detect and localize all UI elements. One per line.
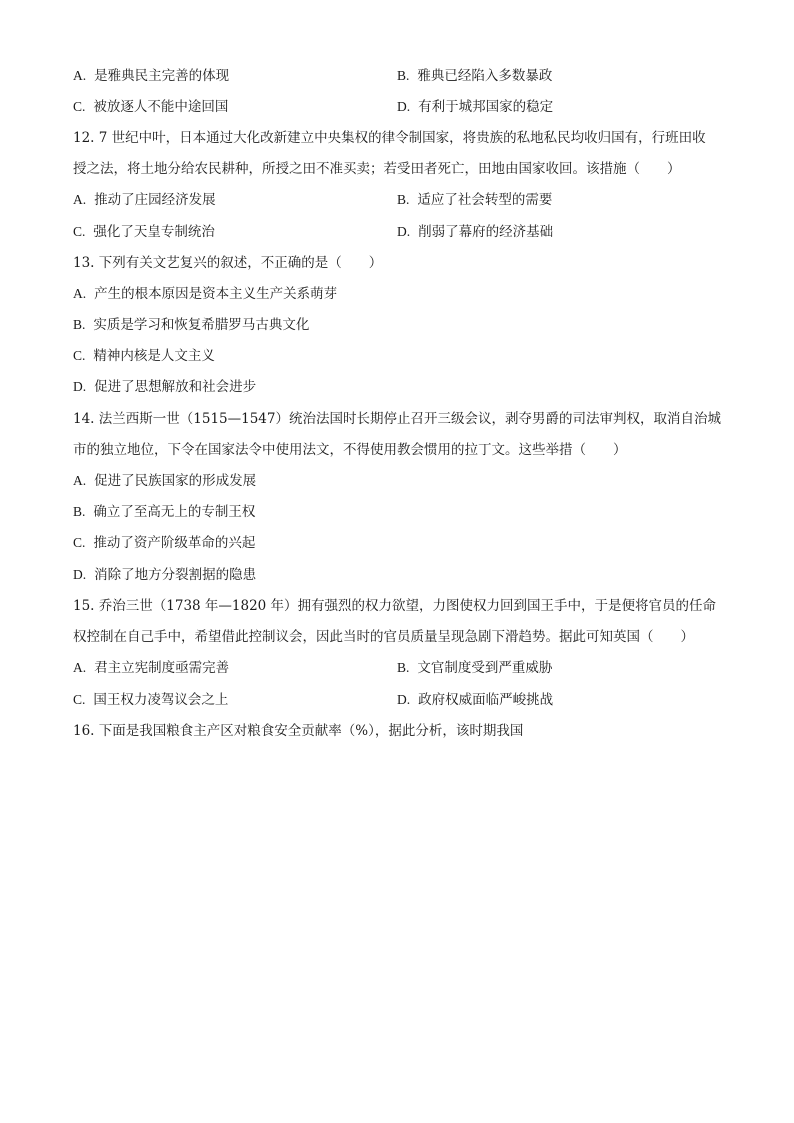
q14-option-c	[73, 533, 255, 553]
option-letter: B.	[397, 68, 410, 83]
option-text: 适应了社会转型的需要	[417, 192, 553, 208]
q11-option-b	[397, 66, 552, 86]
q12-option-a	[73, 190, 216, 210]
q12-option-b	[397, 190, 552, 210]
option-letter: B.	[73, 317, 86, 332]
q11-option-c	[73, 97, 228, 117]
option-text: 推动了庄园经济发展	[94, 192, 216, 208]
option-text: 促进了民族国家的形成发展	[94, 473, 257, 489]
option-text: 精神内核是人文主义	[93, 348, 215, 364]
q13-option-d	[73, 377, 256, 397]
option-letter: B.	[397, 192, 410, 207]
option-text: 文官制度受到严重威胁	[417, 660, 553, 676]
option-letter: B.	[73, 504, 86, 519]
q15-option-c	[73, 690, 228, 710]
option-letter: A.	[73, 192, 87, 207]
option-letter: B.	[397, 660, 410, 675]
q11-option-a	[73, 66, 229, 86]
q14-option-a	[73, 471, 256, 491]
q14-option-d	[73, 565, 256, 585]
option-text: 促进了思想解放和社会进步	[94, 379, 257, 395]
q14-stem-line2: 市的独立地位，下令在国家法令中使用法文，不得使用教会惯用的拉丁文。这些举措（ ）	[73, 442, 627, 458]
q12-option-c	[73, 222, 215, 242]
option-letter: D.	[397, 692, 411, 707]
option-text: 削弱了幕府的经济基础	[418, 224, 554, 240]
q15-stem-line1: 15. 乔治三世（1738 年—1820 年）拥有强烈的权力欲望，力图使权力回到国王手中，于是便将官员的任命	[73, 598, 717, 614]
option-text: 消除了地方分裂割据的隐患	[94, 567, 257, 583]
q13-option-c	[73, 346, 215, 366]
q13-stem: 13. 下列有关文艺复兴的叙述，不正确的是（ ）	[73, 255, 383, 271]
option-letter: A.	[73, 660, 87, 675]
option-text: 君主立宪制度亟需完善	[94, 660, 230, 676]
option-letter: C.	[73, 348, 86, 363]
option-text: 被放逐人不能中途回国	[93, 99, 229, 115]
option-letter: A.	[73, 286, 87, 301]
option-text: 雅典已经陷入多数暴政	[417, 68, 553, 84]
q15-stem-line2: 权控制在自己手中，希望借此控制议会，因此当时的官员质量呈现急剧下滑趋势。据此可知英国（ ）	[73, 629, 694, 645]
q12-option-d	[397, 222, 553, 242]
option-text: 实质是学习和恢复希腊罗马古典文化	[93, 317, 310, 333]
option-text: 是雅典民主完善的体现	[94, 68, 230, 84]
option-text: 强化了天皇专制统治	[93, 224, 215, 240]
option-letter: C.	[73, 99, 86, 114]
option-text: 确立了至高无上的专制王权	[93, 504, 256, 520]
option-letter: D.	[397, 224, 411, 239]
q15-option-b	[397, 658, 552, 678]
option-letter: C.	[73, 535, 86, 550]
q12-stem-line2: 授之法，将土地分给农民耕种，所授之田不准买卖；若受田者死亡，田地由国家收回。该措施（ ）	[73, 161, 681, 177]
option-letter: A.	[73, 68, 87, 83]
option-letter: C.	[73, 692, 86, 707]
option-letter: C.	[73, 224, 86, 239]
option-text: 产生的根本原因是资本主义生产关系萌芽	[94, 286, 338, 302]
q13-option-a	[73, 284, 337, 304]
option-text: 国王权力凌驾议会之上	[93, 692, 229, 708]
q12-stem-line1: 12. 7 世纪中叶，日本通过大化改新建立中央集权的律令制国家，将贵族的私地私民均收归国有，行班田收	[73, 130, 706, 146]
q14-stem-line1: 14. 法兰西斯一世（1515—1547）统治法国时长期停止召开三级会议，剥夺男爵的司法审判权，取消自治城	[73, 411, 721, 427]
q13-option-b	[73, 315, 309, 335]
q15-option-a	[73, 658, 229, 678]
option-letter: D.	[73, 379, 87, 394]
q15-option-d	[397, 690, 553, 710]
option-text: 推动了资产阶级革命的兴起	[93, 535, 256, 551]
option-text: 有利于城邦国家的稳定	[418, 99, 554, 115]
option-letter: D.	[73, 567, 87, 582]
q16-stem: 16. 下面是我国粮食主产区对粮食安全贡献率（%），据此分析，该时期我国	[73, 723, 524, 739]
option-text: 政府权威面临严峻挑战	[418, 692, 554, 708]
option-letter: D.	[397, 99, 411, 114]
q11-option-d	[397, 97, 553, 117]
option-letter: A.	[73, 473, 87, 488]
q14-option-b	[73, 502, 255, 522]
